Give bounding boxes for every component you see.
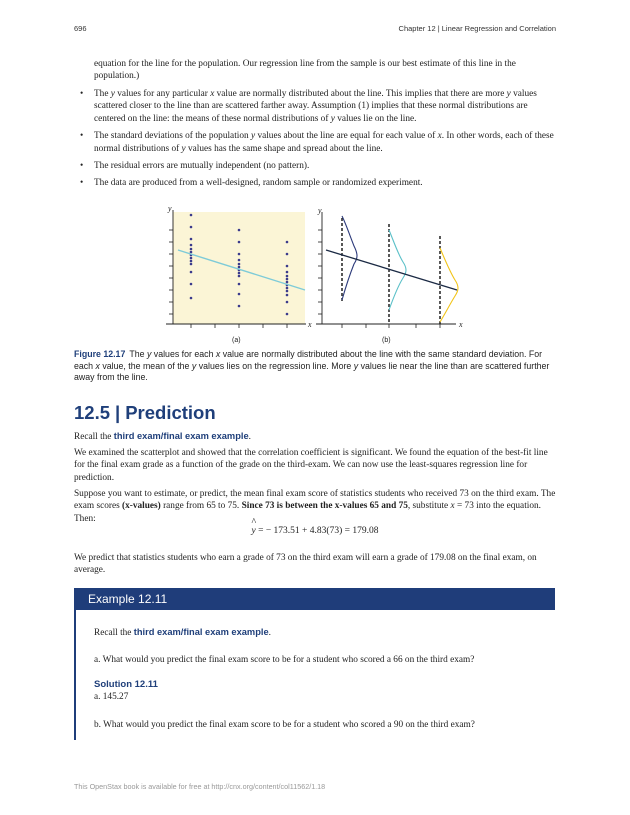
example-header: Example 12.11	[74, 588, 555, 610]
assumption-item: • The y values for any particular x value are normally distributed about the line. This implies that there are more y values scattered closer to the line than are scattered farther away. Assumption (1) implies that these normal distributions are centered on the line: the means of these normal distributions of y values lie on the line.	[74, 88, 556, 125]
panel-b-x-label: x	[459, 320, 463, 329]
panel-b-regression-line	[326, 250, 457, 290]
caption-text: The y values for each x value are normally distributed about the line with the same standard deviation. For each x value, the mean of the y values lies on the regression line. More y values lie near the line than are scattered further away from the line.	[74, 349, 550, 383]
panel-b-normal-curve-1	[342, 216, 357, 300]
chapter-title: Chapter 12 | Linear Regression and Correlation	[398, 24, 556, 33]
example-side-rule	[74, 610, 76, 740]
figure-12-17	[156, 202, 474, 348]
third-exam-example-link[interactable]: third exam/final exam example	[113, 431, 249, 441]
assumption-item: • The standard deviations of the population y values about the line are equal for each value of x. In other words, each of these normal distributions of y values has the same shape and spread about the line.	[74, 130, 556, 155]
assumption-item: • The residual errors are mutually independent (no pattern).	[74, 160, 556, 172]
panel-a-x-label: x	[308, 320, 312, 329]
figure-label: Figure 12.17	[74, 349, 126, 359]
answer-a: a. 145.27	[94, 692, 129, 702]
section-separator: |	[115, 402, 121, 423]
section-number: 12.5	[74, 402, 111, 423]
question-b: b. What would you predict the final exam score to be for a student who scored a 90 on the third exam?	[94, 720, 475, 730]
body-paragraph-3: We predict that statistics students who earn a grade of 73 on the third exam will earn a grade of 179.08 on the final exam, on average.	[74, 553, 537, 576]
recall-paragraph: Recall the third exam/final exam example.	[74, 431, 251, 442]
panel-b-y-label: y	[318, 206, 322, 215]
example-third-exam-link[interactable]: third exam/final exam example	[133, 627, 269, 637]
page-footer: This OpenStax book is available for free at http://cnx.org/content/col11562/1.18	[74, 782, 326, 791]
solution-label: Solution 12.11	[94, 679, 158, 690]
question-a: a. What would you predict the final exam score to be for a student who scored a 66 on the third exam?	[94, 655, 475, 665]
panel-b-label: (b)	[382, 337, 391, 344]
assumption-list	[74, 88, 556, 195]
intro-paragraph: equation for the line for the population. Our regression line from the sample is our best estimate of this line in the population.)	[94, 59, 516, 82]
section-title: Prediction	[125, 402, 216, 423]
y-hat: ^ y	[251, 517, 257, 536]
page-number: 696	[74, 24, 87, 33]
section-heading	[74, 402, 216, 424]
panel-a-y-label: y	[168, 204, 172, 213]
page-header	[74, 24, 556, 36]
figure-caption	[74, 349, 558, 384]
example-recall: Recall the third exam/final exam example.	[94, 627, 271, 638]
prediction-equation	[0, 517, 630, 536]
body-paragraph-2: Suppose you want to estimate, or predict, the mean final exam score of statistics students who received 73 on the third exam. The exam scores (x-values) range from 65 to 75. Since 73 is between the x-values 65 and 75, substitute x = 73 into the equation. Then:	[74, 489, 556, 524]
panel-a-label: (a)	[232, 337, 241, 344]
assumption-item: • The data are produced from a well-designed, random sample or randomized experiment.	[74, 177, 556, 189]
equation-rhs: = − 173.51 + 4.83(73) = 179.08	[255, 526, 379, 536]
body-paragraph-1: We examined the scatterplot and showed that the correlation coefficient is significant. We found the equation of the best-fit line for the final exam grade as a function of the grade on the third-exam. We can now use the least-squares regression line for prediction.	[74, 448, 548, 483]
